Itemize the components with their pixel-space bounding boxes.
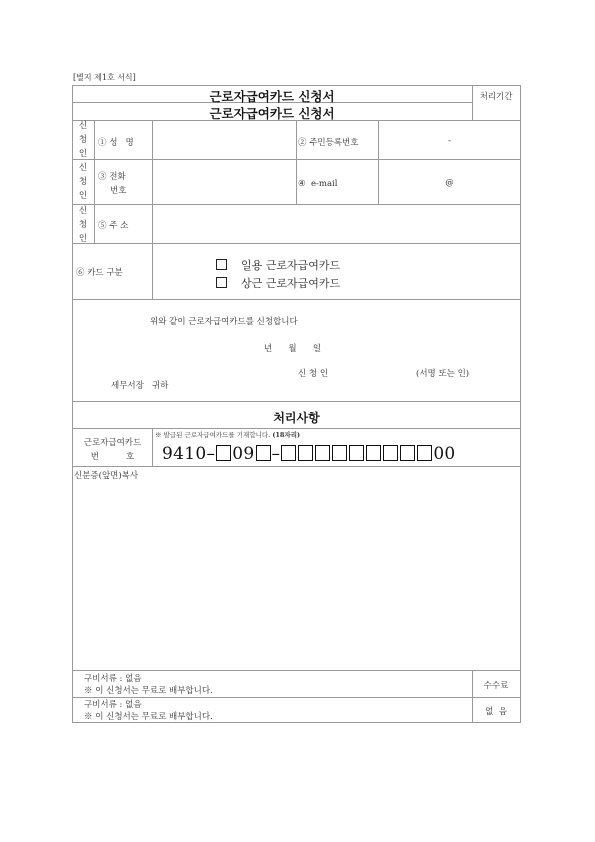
card-option-daily[interactable]: 일용 근로자급여카드 xyxy=(216,257,340,273)
fee-label: 수수료 xyxy=(483,681,509,691)
digit-box[interactable] xyxy=(256,445,271,461)
address-field[interactable] xyxy=(153,205,519,242)
digit-box[interactable] xyxy=(349,445,364,461)
rrn-label: ② 주민등록번호 xyxy=(298,138,359,148)
phone-label: ③ 전화 번호 xyxy=(98,172,127,196)
form-reference: [별지 제1호 서식] xyxy=(73,73,136,82)
processing-title: 처리사항 xyxy=(273,411,320,425)
digit-box[interactable] xyxy=(315,445,330,461)
card-type-label: ⑥ 카드 구분 xyxy=(76,268,123,278)
checkbox[interactable] xyxy=(216,259,227,270)
id-copy-label: 신분증(앞면)복사 xyxy=(74,471,139,481)
digit-box[interactable] xyxy=(383,445,398,461)
applicant-vertical-label: 신 청 인 xyxy=(78,121,88,159)
card-option-regular[interactable]: 상근 근로자급여카드 xyxy=(216,275,340,291)
name-label: ① 성 명 xyxy=(98,138,134,148)
digit-box[interactable] xyxy=(298,445,313,461)
declaration-statement: 위와 같이 근로자급여카드를 신청합니다 xyxy=(150,317,298,327)
name-field[interactable] xyxy=(153,121,295,158)
fee-value: 없 음 xyxy=(485,707,507,717)
footer-row: 구비서류 : 없음 ※ 이 신청서는 무료로 배부합니다. xyxy=(84,700,213,722)
digit-box[interactable] xyxy=(332,445,347,461)
card-number-label: 근로자급여카드 번 호 xyxy=(83,438,142,462)
card-number-field[interactable]: 9410– 09 – 00 xyxy=(162,444,456,464)
email-field[interactable]: @ xyxy=(445,178,454,188)
address-label: ⑤ 주 소 xyxy=(98,221,129,231)
date-line: 년 월 일 xyxy=(264,344,322,354)
form-title-line-1: 근로자급여카드 신청서 xyxy=(209,89,335,104)
digit-box[interactable] xyxy=(417,445,432,461)
recipient-label: 세무서장 귀하 xyxy=(111,381,169,391)
digit-box[interactable] xyxy=(216,445,231,461)
applicant-vertical-label: 신 청 인 xyxy=(78,206,88,244)
digit-box[interactable] xyxy=(366,445,381,461)
applicant-sign-label: 신 청 인 xyxy=(298,369,329,379)
digit-box[interactable] xyxy=(400,445,415,461)
digit-box[interactable] xyxy=(281,445,296,461)
signature-label: (서명 또는 인) xyxy=(416,369,470,379)
phone-field[interactable] xyxy=(153,160,295,203)
rrn-field[interactable]: - xyxy=(448,136,451,146)
processing-period-label: 처리기간 xyxy=(479,92,513,102)
email-label: ④ e-mail xyxy=(298,179,338,189)
form-title-line-2: 근로자급여카드 신청서 xyxy=(209,106,335,121)
footer-row: 구비서류 : 없음 ※ 이 신청서는 무료로 배부합니다. xyxy=(84,674,213,696)
checkbox[interactable] xyxy=(216,277,227,288)
card-number-note: ※ 발급된 근로자급여카드를 기재합니다. (18자리) xyxy=(155,431,301,439)
id-copy-area xyxy=(73,467,520,669)
applicant-vertical-label: 신 청 인 xyxy=(78,163,88,201)
